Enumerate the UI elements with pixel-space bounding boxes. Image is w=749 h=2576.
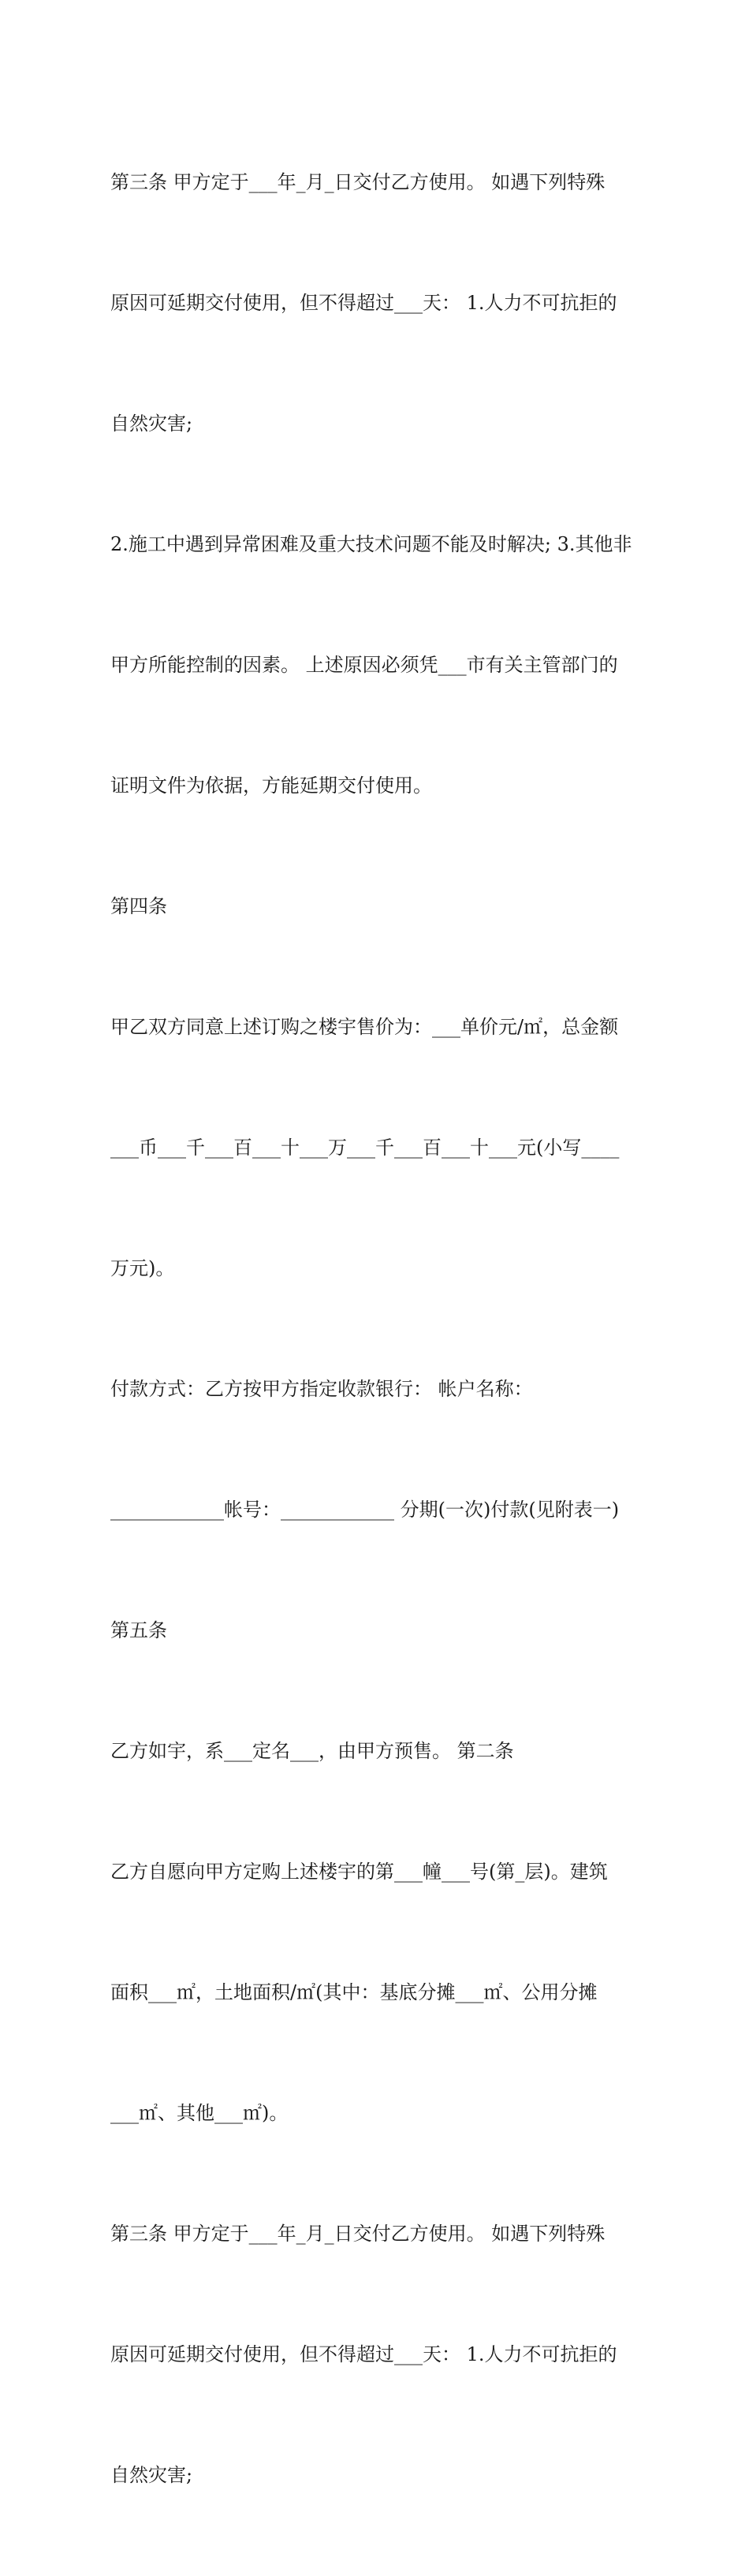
text-line: 第三条 甲方定于___年_月_日交付乙方使用。 如遇下列特殊 [110, 2223, 606, 2245]
text-line: 原因可延期交付使用，但不得超过___天： 1.人力不可抗拒的 [110, 292, 617, 314]
text-line: 原因可延期交付使用，但不得超过___天： 1.人力不可抗拒的 [110, 2343, 617, 2365]
text-line: 乙方如宇，系___定名___，由甲方预售。 第二条 [110, 1740, 514, 1762]
text-line: ____________帐号：____________ 分期(一次)付款(见附表一) [110, 1499, 620, 1521]
text-line: 万元)。 [110, 1257, 175, 1279]
text-line: 2.施工中遇到异常困难及重大技术问题不能及时解决; 3.其他非 [110, 533, 632, 555]
document-body [110, 82, 654, 2576]
text-line: 甲乙双方同意上述订购之楼宇售价为：___单价元/㎡，总金额 [110, 1016, 619, 1038]
text-line: ___币___千___百___十___万___千___百___十___元(小写____ [110, 1137, 620, 1159]
text-line: 自然灾害; [110, 413, 193, 435]
text-line: 证明文件为依据，方能延期交付使用。 [110, 775, 432, 797]
text-line: 第五条 [110, 1619, 167, 1641]
text-line: 第三条 甲方定于___年_月_日交付乙方使用。 如遇下列特殊 [110, 171, 606, 193]
text-line: 第四条 [110, 895, 167, 917]
text-line: ___㎡、其他___㎡)。 [110, 2102, 289, 2124]
text-line: 甲方所能控制的因素。 上述原因必须凭___市有关主管部门的 [110, 654, 618, 676]
text-line: 乙方自愿向甲方定购上述楼宇的第___幢___号(第_层)。建筑 [110, 1861, 608, 1883]
text-line: 面积___㎡，土地面积/㎡(其中：基底分摊___㎡、公用分摊 [110, 1981, 598, 2003]
text-line: 自然灾害; [110, 2464, 193, 2486]
text-line: 付款方式：乙方按甲方指定收款银行： 帐户名称： [110, 1378, 533, 1400]
